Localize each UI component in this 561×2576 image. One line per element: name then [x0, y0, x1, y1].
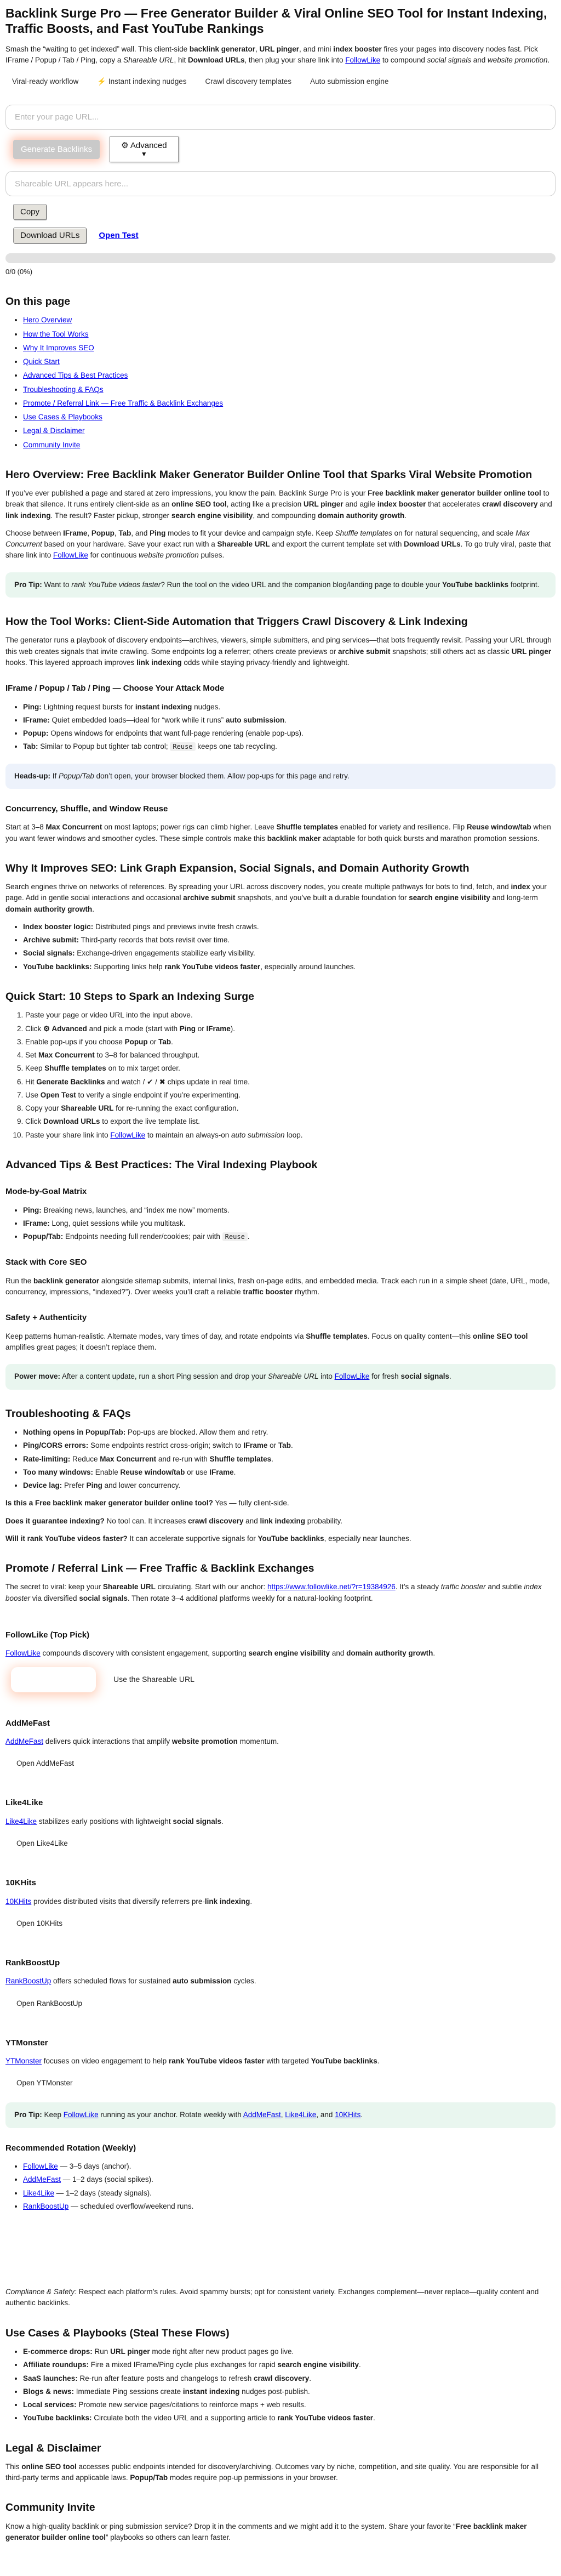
rotation-list	[5, 2161, 556, 2212]
page-title: Backlink Surge Pro — Free Generator Builder & Viral Online SEO Tool for Instant Indexing, Traffic Boosts, and Fast YouTube Rankings	[5, 6, 547, 36]
inline-link[interactable]: YTMonster	[5, 2057, 42, 2066]
feature-badge: ⚡ Instant indexing nudges	[97, 77, 187, 86]
why-heading: Why It Improves SEO: Link Graph Expansion, Social Signals, and Domain Authority Growth	[5, 862, 470, 874]
safety-heading: Safety + Authenticity	[5, 1313, 87, 1323]
inline-link[interactable]: Troubleshooting & FAQs	[23, 385, 104, 394]
quick-start-step: 9. Click Download URLs to export the live template list.	[25, 1116, 556, 1127]
concurrency-paragraph: Start at 3–8 Max Concurrent on most laptops; power rigs can climb higher. Leave Shuffle templates enabled for variety and resilience. Flip Reuse window/tab when you want fewer windows and smoother cycles. These simple controls make this backlink maker adaptable for both quick bursts and marathon promotion sessions.	[5, 823, 551, 843]
quick-start-step: 3. Enable pop-ups if you choose Popup or Tab.	[25, 1037, 556, 1048]
download-urls-button[interactable]: Download URLs	[13, 228, 87, 243]
faq-item: • Too many windows: Enable Reuse window/tab or use IFrame.	[23, 1467, 556, 1478]
copy-row	[13, 204, 556, 220]
matrix-heading: Mode-by-Goal Matrix	[5, 1187, 87, 1197]
faq-question-3: Will it rank YouTube videos faster? It can accelerate supportive signals for YouTube backlinks, especially near launches.	[5, 1534, 411, 1543]
inline-link[interactable]: FollowLike	[5, 1649, 41, 1658]
quick-start-step: 1. Paste your page or video URL into the input above.	[25, 1010, 556, 1021]
why-item: • Index booster logic: Distributed pings and previews invite fresh crawls.	[23, 922, 556, 932]
platform-description: Like4Like stabilizes early positions with lightweight social signals.	[5, 1817, 224, 1826]
community-paragraph: Know a high-quality backlink or ping submission service? Drop it in the comments and we might add it to the system. Share your favorite “Free backlink maker generator builder online tool” playbooks so others can learn faster.	[5, 2522, 527, 2542]
attack-mode-item: • Popup: Opens windows for endpoints that want full-page rendering (enable pop-ups).	[23, 728, 556, 739]
inline-link[interactable]: Like4Like	[23, 2188, 55, 2197]
attack-mode-heading: IFrame / Popup / Tab / Ping — Choose Your Attack Mode	[5, 684, 225, 693]
quick-start-step: 5. Keep Shuffle templates on to mix target order.	[25, 1063, 556, 1074]
open-addmefast-button[interactable]: Open AddMeFast	[11, 1755, 79, 1772]
platform-description: RankBoostUp offers scheduled flows for sustained auto submission cycles.	[5, 1977, 256, 1986]
stack-paragraph: Run the backlink generator alongside sitemap submits, internal links, fresh on-page edits, and embedded media. Track each run in a simple sheet (date, URL, mode, concurrency, impressions, “indexed?”). Over weeks you’ll craft a reliable traffic booster rhythm.	[5, 1276, 550, 1296]
why-item: • Social signals: Exchange-driven engagements stabilize early visibility.	[23, 948, 556, 959]
inline-link[interactable]: Promote / Referral Link — Free Traffic & Backlink Exchanges	[23, 399, 224, 407]
section-community	[5, 2501, 556, 2543]
quick-start-step: 6. Hit Generate Backlinks and watch / ✔ / ✖ chips update in real time.	[25, 1077, 556, 1088]
why-item: • YouTube backlinks: Supporting links help rank YouTube videos faster, especially around launches.	[23, 962, 556, 973]
open-10khits-button[interactable]: Open 10KHits	[11, 1915, 68, 1932]
why-item: • Archive submit: Third-party records that bots revisit over time.	[23, 935, 556, 946]
rotation-item: • FollowLike — 3–5 days (anchor).	[23, 2161, 556, 2172]
how-paragraph: The generator runs a playbook of discovery endpoints—archives, viewers, simple submitters, and ping services—that bots frequently revisit. Passing your URL through this web creates signals that invite crawling. Some endpoints log a referrer; others create previews or archive submit snapshots; still others act as classic URL pinger hooks. This layered approach improves link indexing odds while staying privacy-friendly and lightweight.	[5, 636, 552, 667]
platform-heading: FollowLike (Top Pick)	[5, 1630, 90, 1640]
generator-tool	[5, 101, 556, 277]
feature-badge: Viral-ready workflow	[12, 77, 79, 86]
open-rankboostup-button[interactable]: Open RankBoostUp	[11, 1995, 88, 2012]
platform-ytmonster	[5, 2037, 556, 2092]
inline-link[interactable]: FollowLike	[53, 551, 88, 560]
quick-start-step: 7. Use Open Test to verify a single endpoint if you’re experimenting.	[25, 1090, 556, 1101]
platform-actions	[5, 2074, 556, 2091]
inline-link[interactable]: Quick Start	[23, 357, 60, 366]
toc-item	[23, 440, 556, 451]
faq-item: • Nothing opens in Popup/Tab: Pop-ups are blocked. Allow them and retry.	[23, 1427, 556, 1438]
inline-link[interactable]: RankBoostUp	[23, 2202, 69, 2210]
toc-item	[23, 329, 556, 340]
progress-bar	[5, 253, 556, 263]
rotation-item: • AddMeFast — 1–2 days (social spikes).	[23, 2174, 556, 2185]
code-chip: Reuse	[222, 1232, 248, 1241]
inline-link[interactable]: Hero Overview	[23, 316, 72, 325]
platform-actions	[5, 1755, 556, 1772]
rotation-heading: Recommended Rotation (Weekly)	[5, 2143, 136, 2153]
pro-tip-box-2: Pro Tip: Keep FollowLike running as your anchor. Rotate weekly with AddMeFast, Like4Like, and 10KHits.	[5, 2102, 556, 2128]
inline-link[interactable]: Advanced Tips & Best Practices	[23, 371, 128, 380]
inline-link[interactable]: https://www.followlike.net/?r=19384926	[267, 1583, 396, 1591]
faq-list	[5, 1427, 556, 1491]
section-quick-start	[5, 990, 556, 1141]
quick-start-step: 2. Click ⚙ Advanced and pick a mode (start with Ping or IFrame).	[25, 1023, 556, 1034]
chevron-down-icon: ▼	[140, 150, 147, 158]
intro-paragraph: Smash the “waiting to get indexed” wall. This client-side backlink generator, URL pinger, and mini index booster fires your pages into discovery nodes fast. Pick IFrame / Popup / Tab / Ping, copy a Shareable URL, hit Download URLs, then plug your share link into FollowLike to compound social signals and website promotion.	[5, 45, 550, 65]
section-how-it-works	[5, 615, 556, 844]
stack-heading: Stack with Core SEO	[5, 1258, 87, 1267]
safety-paragraph: Keep patterns human-realistic. Alternate modes, vary times of day, and rotate endpoints via Shuffle templates. Focus on quality content—this online SEO tool amplifies great pages; it doesn’t replace them.	[5, 1332, 528, 1352]
attack-mode-item: • IFrame: Quiet embedded loads—ideal for “work while it runs” auto submission.	[23, 715, 556, 726]
page-url-input[interactable]	[5, 105, 556, 130]
matrix-item: • Popup/Tab: Endpoints needing full render/cookies; pair with Reuse .	[23, 1231, 556, 1242]
inline-link[interactable]: Legal & Disclaimer	[23, 427, 85, 435]
attack-mode-list	[5, 702, 556, 753]
hero-heading: Hero Overview: Free Backlink Maker Generator Builder Online Tool that Sparks Viral Website Promotion	[5, 468, 533, 481]
platform-note: Use the Shareable URL	[113, 1675, 194, 1684]
use-case-item: • Blogs & news: Immediate Ping sessions create instant indexing nudges post-publish.	[23, 2386, 556, 2397]
inline-link[interactable]: Like4Like	[285, 2111, 317, 2119]
inline-link[interactable]: Like4Like	[5, 1817, 37, 1826]
section-faq	[5, 1407, 556, 1544]
platform-heading: RankBoostUp	[5, 1958, 60, 1967]
concurrency-heading: Concurrency, Shuffle, and Window Reuse	[5, 804, 168, 814]
faq-item: • Ping/CORS errors: Some endpoints restrict cross-origin; switch to IFrame or Tab.	[23, 1440, 556, 1451]
heads-up-box: Heads-up: If Popup/Tab don’t open, your browser blocked them. Allow pop-ups for this page and retry.	[5, 764, 556, 789]
platform-actions	[5, 1667, 556, 1692]
platform-addmefast	[5, 1718, 556, 1772]
inline-link[interactable]: Use Cases & Playbooks	[23, 413, 102, 422]
faq-item: • Rate-limiting: Reduce Max Concurrent and re-run with Shuffle templates.	[23, 1454, 556, 1465]
platform-actions	[5, 1835, 556, 1852]
legal-heading: Legal & Disclaimer	[5, 2442, 101, 2454]
use-case-item: • Local services: Promote new service pages/citations to reinforce maps + web results.	[23, 2399, 556, 2410]
inline-link[interactable]: FollowLike	[345, 56, 381, 65]
advanced-dropdown-button[interactable]	[110, 137, 179, 163]
attack-mode-item: • Tab: Similar to Popup but tighter tab control; Reuse keeps one tab recycling.	[23, 741, 556, 752]
matrix-list	[5, 1205, 556, 1243]
toc-list	[5, 315, 556, 451]
use-cases-heading: Use Cases & Playbooks (Steal These Flows)	[5, 2327, 230, 2339]
toc-item	[23, 412, 556, 423]
promote-paragraph: The secret to viral: keep your Shareable URL circulating. Start with our anchor: https://www.followlike.net/?r=19384926. It’s a steady traffic booster and subtle index booster via diversified social signals. Then rotate 3–4 additional platforms weekly for a natural-looking footprint.	[5, 1583, 542, 1602]
platform-like4like	[5, 1797, 556, 1852]
inline-link[interactable]: AddMeFast	[243, 2111, 281, 2119]
why-paragraph: Search engines thrive on networks of references. By spreading your URL across discovery nodes, you create multiple pathways for bots to find, fetch, and index your page. Add in gentle social interactions and occasional archive submit snapshots, and you’ve built a durable foundation for search engine visibility and long-term domain authority growth.	[5, 883, 547, 913]
inline-link[interactable]: FollowLike	[334, 1372, 370, 1381]
page	[5, 5, 556, 2543]
copy-button[interactable]: Copy	[13, 204, 47, 220]
generate-backlinks-button[interactable]: Generate Backlinks	[13, 140, 100, 159]
toc-item	[23, 315, 556, 326]
promote-heading: Promote / Referral Link — Free Traffic & Backlink Exchanges	[5, 1562, 314, 1575]
faq-question-2: Does it guarantee indexing? No tool can. It increases crawl discovery and link indexing probability.	[5, 1516, 343, 1525]
platform-actions	[5, 1915, 556, 1932]
toc-item	[23, 384, 556, 395]
faq-question-1: Is this a Free backlink maker generator builder online tool? Yes — fully client-side.	[5, 1499, 289, 1508]
inline-link[interactable]: Why It Improves SEO	[23, 343, 94, 352]
section-promote	[5, 1562, 556, 2309]
platform-description: AddMeFast delivers quick interactions that amplify website promotion momentum.	[5, 1737, 279, 1746]
rotation-item: • Like4Like — 1–2 days (steady signals).	[23, 2188, 556, 2199]
quick-start-step: 8. Copy your Shareable URL for re-running the exact configuration.	[25, 1103, 556, 1114]
power-move-box: Power move: After a content update, run a short Ping session and drop your Shareable URL into FollowLike for fresh social signals.	[5, 1364, 556, 1389]
quick-start-steps	[5, 1010, 556, 1141]
quick-start-step: 4. Set Max Concurrent to 3–8 for balanced throughput.	[25, 1050, 556, 1061]
platform-description: 10KHits provides distributed visits that diversify referrers pre-link indexing.	[5, 1897, 253, 1906]
pro-tip-box: Pro Tip: Want to rank YouTube videos faster? Run the tool on the video URL and the companion blog/landing page to double your YouTube backlinks footprint.	[5, 572, 556, 598]
generate-row	[13, 137, 556, 163]
community-heading: Community Invite	[5, 2501, 95, 2514]
gear-icon: ⚙	[121, 140, 129, 150]
inline-link[interactable]: FollowLike	[110, 1130, 146, 1139]
platform-heading: AddMeFast	[5, 1718, 50, 1728]
feature-badges	[5, 76, 556, 87]
toc-item	[23, 370, 556, 381]
inline-link[interactable]: FollowLike	[23, 2162, 58, 2171]
inline-link[interactable]: How the Tool Works	[23, 329, 89, 338]
platform-actions	[5, 1995, 556, 2012]
matrix-item: • Ping: Breaking news, launches, and “index me now” moments.	[23, 1205, 556, 1216]
toc-item	[23, 425, 556, 436]
quick-start-step: 10. Paste your share link into FollowLike to maintain an always-on auto submission loop.	[25, 1130, 556, 1141]
inline-link[interactable]: RankBoostUp	[5, 1977, 51, 1986]
progress-count: 0/0 (0%)	[5, 268, 33, 276]
toc-item	[23, 356, 556, 367]
compliance-paragraph: Compliance & Safety: Respect each platform’s rules. Avoid spammy bursts; opt for consistent variety. Exchanges complement—never replace—quality content and authentic backlinks.	[5, 2288, 539, 2307]
platform-heading: Like4Like	[5, 1798, 43, 1808]
toc-item	[23, 398, 556, 409]
quick-start-heading: Quick Start: 10 Steps to Spark an Indexing Surge	[5, 990, 255, 1003]
faq-heading: Troubleshooting & FAQs	[5, 1407, 131, 1420]
inline-link[interactable]: Community Invite	[23, 440, 81, 449]
open-ytmonster-button[interactable]: Open YTMonster	[11, 2074, 78, 2091]
use-case-item: • YouTube backlinks: Circulate both the video URL and a supporting article to rank YouTube videos faster.	[23, 2413, 556, 2424]
platform-description: FollowLike compounds discovery with consistent engagement, supporting search engine visibility and domain authority growth.	[5, 1649, 436, 1658]
hero-paragraph-2: Choose between IFrame, Popup, Tab, and Ping modes to fit your device and campaign style. Keep Shuffle templates on for natural sequencing, and scale Max Concurrent based on your hardware. Save your exact run with a Shareable URL and export the current template set with Download URLs. To go truly viral, paste that share link into FollowLike for continuous website promotion pulses.	[5, 528, 551, 560]
platform-description: YTMonster focuses on video engagement to help rank YouTube videos faster with targeted YouTube backlinks.	[5, 2057, 380, 2066]
inline-link[interactable]: AddMeFast	[23, 2175, 61, 2184]
shareable-url-output[interactable]	[5, 171, 556, 196]
advanced-label: Advanced	[130, 140, 167, 150]
open-test-link[interactable]: Open Test	[99, 230, 139, 240]
hero-paragraph-1: If you’ve ever published a page and stared at zero impressions, you know the pain. Backlink Surge Pro is your Free backlink maker generator builder online tool to break that silence. It runs entirely client-side as an online SEO tool, acting like a precision URL pinger and agile index booster that accelerates crawl discovery and link indexing. The result? Faster pickup, stronger search engine visibility, and compounding domain authority growth.	[5, 489, 552, 520]
section-use-cases	[5, 2327, 556, 2424]
section-legal	[5, 2442, 556, 2484]
advanced-heading: Advanced Tips & Best Practices: The Viral Indexing Playbook	[5, 1158, 318, 1171]
toc-item	[23, 343, 556, 354]
section-advanced-tips	[5, 1158, 556, 1390]
feature-badge: Auto submission engine	[310, 77, 389, 86]
platform-followlike	[5, 1629, 556, 1692]
toc-heading: On this page	[5, 295, 71, 308]
why-list	[5, 922, 556, 973]
platform-rankboostup	[5, 1957, 556, 2012]
platform-10khits	[5, 1877, 556, 1932]
platform-heading: 10KHits	[5, 1878, 36, 1888]
code-chip: Reuse	[170, 742, 195, 751]
feature-badge: Crawl discovery templates	[205, 77, 292, 86]
section-hero	[5, 468, 556, 598]
use-cases-list	[5, 2346, 556, 2424]
inline-link[interactable]: 10KHits	[5, 1897, 32, 1906]
inline-link[interactable]: AddMeFast	[5, 1737, 44, 1746]
how-heading: How the Tool Works: Client-Side Automation that Triggers Crawl Discovery & Link Indexing	[5, 615, 468, 628]
legal-paragraph: This online SEO tool accesses public endpoints intended for discovery/archiving. Outcomes vary by niche, competition, and site quality. You are responsible for all third-party terms and applicable laws. Popup/Tab modes require pop-up permissions in your browser.	[5, 2462, 539, 2482]
matrix-item: • IFrame: Long, quiet sessions while you multitask.	[23, 1218, 556, 1229]
open-like4like-button[interactable]: Open Like4Like	[11, 1835, 73, 1852]
section-why-seo	[5, 862, 556, 973]
use-case-item: • SaaS launches: Re-run after feature posts and changelogs to refresh crawl discovery.	[23, 2373, 556, 2384]
inline-link[interactable]: 10KHits	[335, 2111, 361, 2119]
empty-space	[5, 2219, 556, 2280]
download-row	[13, 228, 556, 243]
faq-item: • Device lag: Prefer Ping and lower concurrency.	[23, 1480, 556, 1491]
inline-link[interactable]: FollowLike	[63, 2111, 99, 2119]
use-case-item: • Affiliate roundups: Fire a mixed IFrame/Ping cycle plus exchanges for rapid search engine visibility.	[23, 2359, 556, 2370]
open-followlike-button[interactable]	[11, 1667, 96, 1692]
rotation-item: • RankBoostUp — scheduled overflow/weekend runs.	[23, 2201, 556, 2212]
platform-heading: YTMonster	[5, 2038, 48, 2048]
attack-mode-item: • Ping: Lightning request bursts for instant indexing nudges.	[23, 702, 556, 713]
use-case-item: • E-commerce drops: Run URL pinger mode right after new product pages go live.	[23, 2346, 556, 2357]
